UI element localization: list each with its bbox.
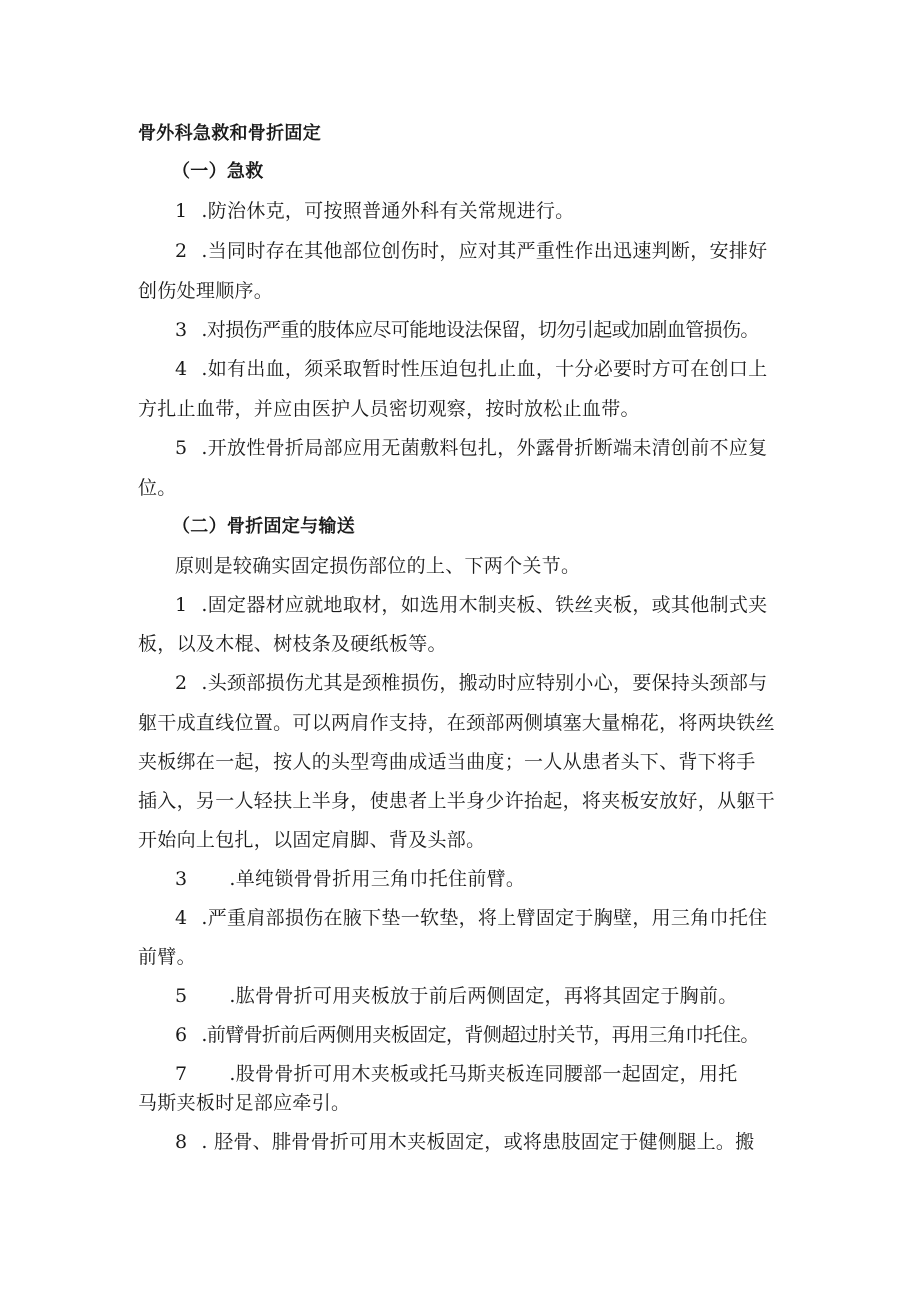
- item-text: . 胫骨、腓骨骨折可用木夹板固定，或将患肢固定于健侧腿上。搬: [201, 1131, 755, 1153]
- item-number: 2: [175, 240, 188, 262]
- item-text: .当同时存在其他部位创伤时，应对其严重性作出迅速判断，安排好: [201, 240, 768, 262]
- item-text-continued: 前臂。: [138, 946, 196, 968]
- item-number: 4: [175, 907, 188, 929]
- item-number: 4: [175, 358, 188, 380]
- list-item-first-aid-5: [175, 436, 767, 460]
- list-item-first-aid-3: [175, 318, 759, 342]
- item-text-continued: 马斯夹板时足部应牵引。: [138, 1092, 351, 1114]
- item-text-continued: 位。: [138, 477, 177, 499]
- list-item-fixation-7: [175, 1062, 738, 1086]
- item-text: .单纯锁骨骨折用三角巾托住前臂。: [229, 868, 526, 890]
- item-text: .开放性骨折局部应用无菌敷料包扎，外露骨折断端未清创前不应复: [201, 437, 768, 459]
- item-text: .严重肩部损伤在腋下垫一软垫，将上臂固定于胸壁，用三角巾托住: [201, 907, 768, 929]
- list-item-fixation-2: [175, 671, 767, 695]
- list-item-first-aid-2: [175, 239, 767, 263]
- item-number: 2: [175, 672, 188, 694]
- item-text-continued: 插入，另一人轻扶上半身，使患者上半身少许抬起，将夹板安放好，从躯干: [138, 790, 775, 812]
- item-text-continued: 创伤处理顺序。: [138, 280, 274, 302]
- list-item-fixation-8: [175, 1130, 754, 1154]
- section-heading-emergency: （一）急救: [172, 161, 264, 182]
- item-number: 5: [175, 437, 188, 459]
- list-item-fixation-4: [175, 906, 767, 930]
- item-text-continued: 夹板绑在一起，按人的头型弯曲成适当曲度；一人从患者头下、背下将手: [138, 751, 756, 773]
- item-text: .前臂骨折前后两侧用夹板固定，背侧超过肘关节，再用三角巾托住。: [201, 1024, 759, 1046]
- list-item-fixation-3: [175, 867, 525, 891]
- item-text-continued: 方扎止血带，并应由医护人员密切观察，按时放松止血带。: [138, 398, 640, 420]
- item-text-continued: 板，以及木棍、树枝条及硬纸板等。: [138, 633, 447, 655]
- list-item-fixation-5: [175, 984, 738, 1008]
- principle-text: 原则是较确实固定损伤部位的上、下两个关节。: [175, 555, 581, 577]
- document-title: 骨外科急救和骨折固定: [138, 123, 321, 144]
- list-item-fixation-6: [175, 1023, 759, 1047]
- item-number: 3: [175, 868, 188, 890]
- item-text: .肱骨骨折可用夹板放于前后两侧固定，再将其固定于胸前。: [229, 985, 738, 1007]
- item-text: .股骨骨折可用木夹板或托马斯夹板连同腰部一起固定，用托: [229, 1063, 738, 1085]
- item-text: .对损伤严重的肢体应尽可能地设法保留，切勿引起或加剧血管损伤。: [201, 319, 759, 341]
- item-text: .防治休克，可按照普通外科有关常规进行。: [201, 200, 575, 222]
- item-number: 5: [175, 985, 188, 1007]
- item-number: 1: [175, 200, 188, 222]
- section-heading-fixation: （二）骨折固定与输送: [172, 516, 355, 537]
- item-text: .如有出血，须采取暂时性压迫包扎止血，十分必要时方可在创口上: [201, 358, 768, 380]
- item-text: .固定器材应就地取材，如选用木制夹板、铁丝夹板，或其他制式夹: [201, 594, 768, 616]
- list-item-first-aid-4: [175, 357, 767, 381]
- item-number: 7: [175, 1063, 188, 1085]
- item-text-continued: 开始向上包扎，以固定肩脚、背及头部。: [138, 829, 486, 851]
- item-number: 3: [175, 319, 188, 341]
- list-item-first-aid-1: [175, 199, 574, 223]
- item-number: 8: [175, 1131, 188, 1153]
- list-item-fixation-1: [175, 593, 767, 617]
- item-number: 1: [175, 594, 188, 616]
- item-number: 6: [175, 1024, 188, 1046]
- item-text: .头颈部损伤尤其是颈椎损伤，搬动时应特别小心，要保持头颈部与: [201, 672, 768, 694]
- item-text-continued: 躯干成直线位置。可以两肩作支持，在颈部两侧填塞大量棉花，将两块铁丝: [138, 712, 775, 734]
